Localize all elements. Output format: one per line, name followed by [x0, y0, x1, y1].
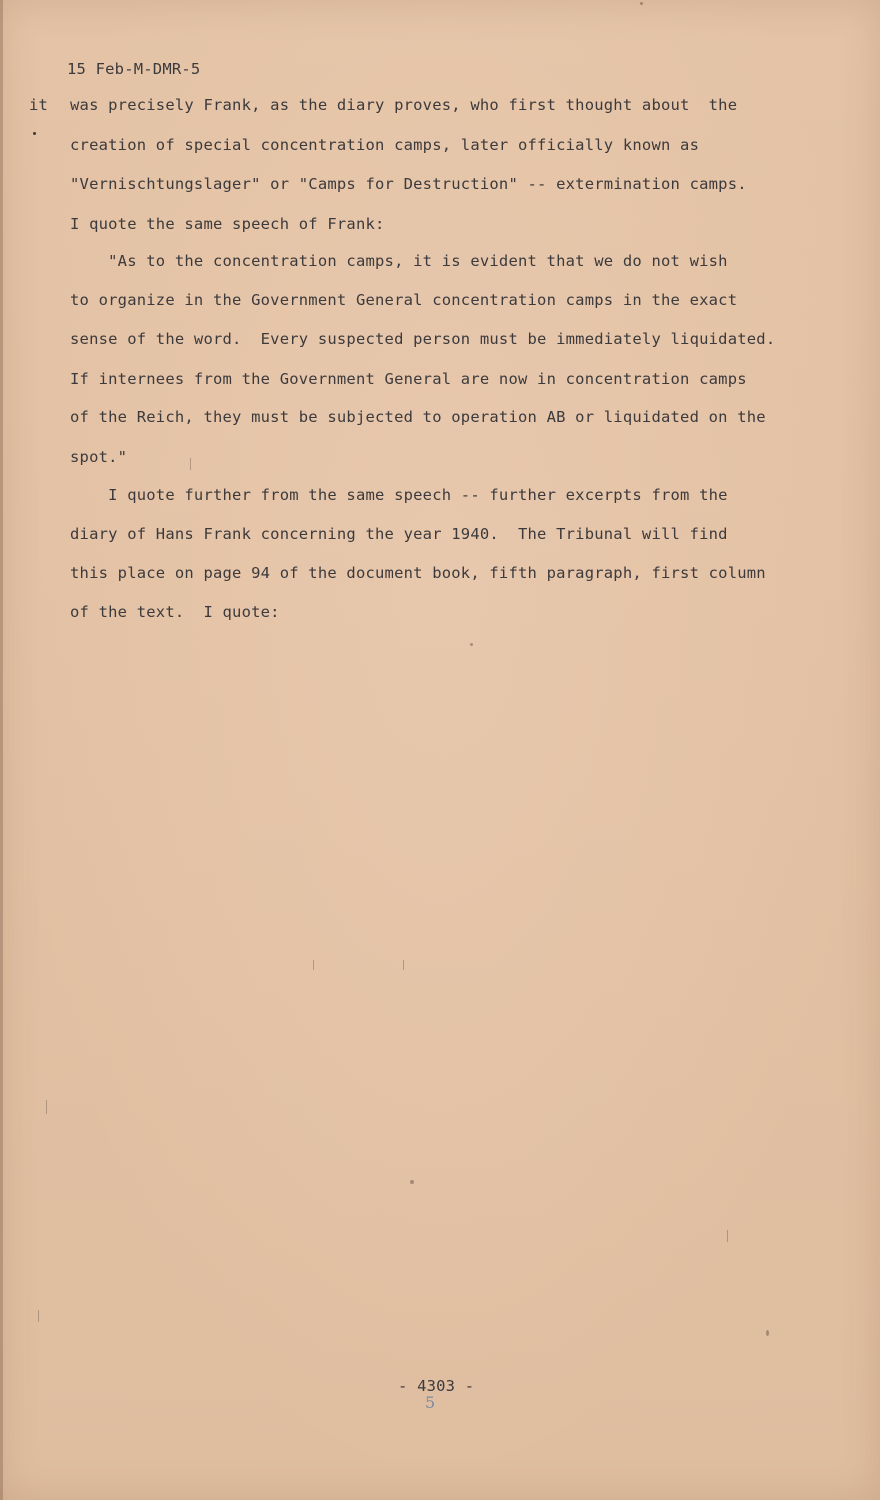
- paper-mark: [727, 1230, 728, 1242]
- paper-mark: [46, 1100, 47, 1114]
- page-edge: [0, 0, 3, 1500]
- paper-mark: [190, 458, 191, 470]
- text-line: to organize in the Government General concentration camps in the exact: [70, 291, 738, 309]
- paper-speck: [470, 643, 473, 646]
- text-line: If internees from the Government General are now in concentration camps: [70, 370, 747, 388]
- text-line: "Vernischtungslager" or "Camps for Destruction" -- extermination camps.: [70, 175, 747, 193]
- paper-speck: [640, 2, 643, 5]
- paper-speck: [766, 1330, 769, 1336]
- text-line: of the text. I quote:: [70, 603, 280, 621]
- text-line: creation of special concentration camps, later officially known as: [70, 136, 700, 154]
- text-line: "As to the concentration camps, it is evident that we do not wish: [70, 252, 728, 270]
- paper-mark: [403, 960, 404, 970]
- text-line: sense of the word. Every suspected person must be immediately liquidated.: [70, 330, 776, 348]
- text-line: of the Reich, they must be subjected to operation AB or liquidated on the: [70, 408, 766, 426]
- document-header: 15 Feb-M-DMR-5: [67, 60, 201, 78]
- text-line: was precisely Frank, as the diary proves, who first thought about the: [70, 96, 738, 114]
- text-line: this place on page 94 of the document book, fifth paragraph, first column: [70, 564, 766, 582]
- paper-mark: [313, 960, 314, 970]
- text-line: spot.": [70, 448, 128, 466]
- paper-mark: [38, 1310, 39, 1322]
- paper-speck: [410, 1180, 414, 1184]
- text-line: I quote further from the same speech -- further excerpts from the: [70, 486, 728, 504]
- handwritten-number: 5: [425, 1393, 436, 1412]
- text-line: diary of Hans Frank concerning the year 1940. The Tribunal will find: [70, 525, 728, 543]
- page-number: - 4303 -: [398, 1377, 475, 1395]
- margin-note: it: [29, 96, 49, 114]
- margin-dot: [33, 132, 36, 135]
- text-line: I quote the same speech of Frank:: [70, 215, 385, 233]
